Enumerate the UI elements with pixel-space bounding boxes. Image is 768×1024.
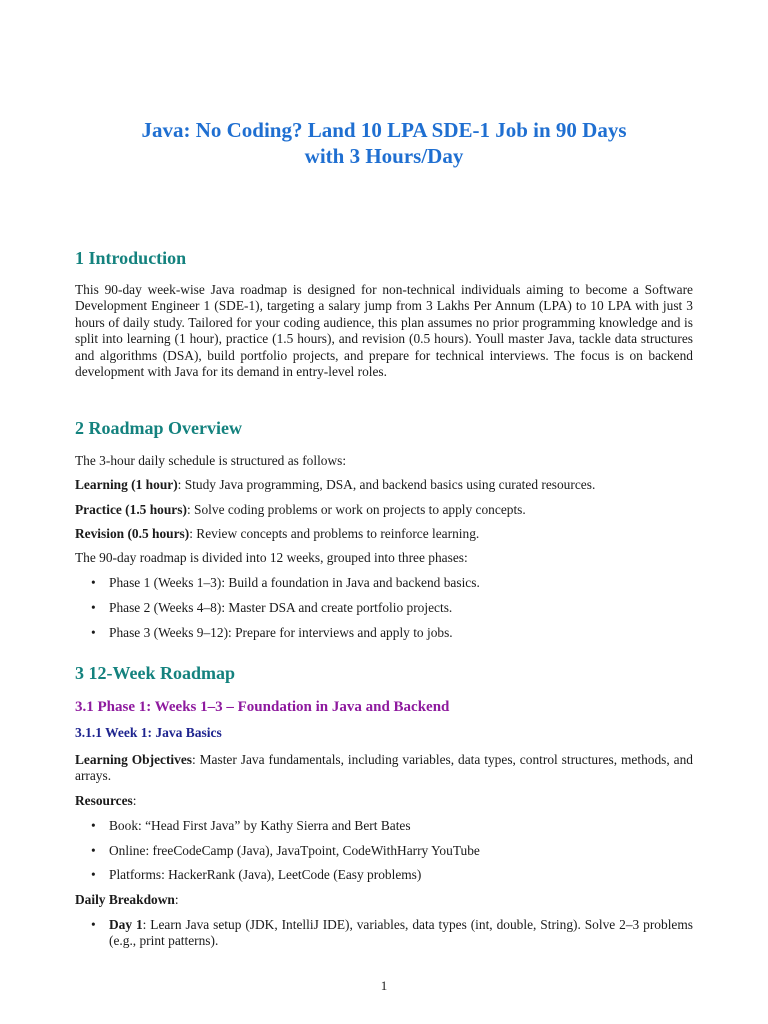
objectives-text: : Master Java fundamentals, including variables, data types, control structures, methods, and arrays.: [75, 752, 693, 784]
subsection-heading-phase-1: 3.1 Phase 1: Weeks 1–3 – Foundation in Java and Backend: [75, 699, 450, 715]
learning-objectives: [75, 752, 693, 785]
list-item: • Online: freeCodeCamp (Java), JavaTpoint, CodeWithHarry YouTube: [75, 843, 693, 859]
title-line-1: Java: No Coding? Land 10 LPA SDE-1 Job in 90 Days: [141, 118, 627, 142]
schedule-label: Learning (1 hour): [75, 477, 178, 492]
schedule-revision: [75, 526, 693, 542]
list-item: • Phase 2 (Weeks 4–8): Master DSA and create portfolio projects.: [75, 600, 693, 616]
subsubsection-heading-week-1: 3.1.1 Week 1: Java Basics: [75, 725, 222, 740]
schedule-text: : Study Java programming, DSA, and backend basics using curated resources.: [177, 477, 596, 492]
schedule-label: Practice (1.5 hours): [75, 502, 187, 517]
list-item: • Platforms: HackerRank (Java), LeetCode (Easy problems): [75, 867, 693, 883]
resources-label: Resources: [75, 793, 133, 808]
day-text: : Learn Java setup (JDK, IntelliJ IDE), variables, data types (int, double, String). Solve 2–3 problems (e.g., print patterns).: [109, 917, 693, 949]
page-number: 1: [380, 978, 388, 993]
daily-breakdown-heading: [75, 892, 693, 908]
overview-lead: The 3-hour daily schedule is structured as follows:: [75, 453, 347, 468]
list-item: • Book: “Head First Java” by Kathy Sierra and Bert Bates: [75, 818, 693, 834]
phases-lead: The 90-day roadmap is divided into 12 weeks, grouped into three phases:: [75, 550, 468, 565]
section-heading-12-week-roadmap: 3 12-Week Roadmap: [75, 663, 236, 683]
resources-list: [75, 818, 693, 884]
daily-list: [75, 917, 693, 950]
phases-list: [75, 575, 693, 641]
schedule-text: : Review concepts and problems to reinforce learning.: [189, 526, 480, 541]
objectives-label: Learning Objectives: [75, 752, 192, 767]
resources-heading: [75, 793, 693, 809]
list-item: [75, 917, 693, 950]
day-label: Day 1: [109, 917, 143, 932]
schedule-label: Revision (0.5 hours): [75, 526, 190, 541]
schedule-learning: [75, 477, 693, 493]
section-heading-roadmap-overview: 2 Roadmap Overview: [75, 418, 242, 438]
title-line-2: with 3 Hours/Day: [304, 144, 464, 168]
list-item: • Phase 1 (Weeks 1–3): Build a foundation in Java and backend basics.: [75, 575, 693, 591]
schedule-text: : Solve coding problems or work on projects to apply concepts.: [186, 502, 526, 517]
daily-label: Daily Breakdown: [75, 892, 175, 907]
colon: :: [174, 892, 179, 907]
document-title: [0, 117, 768, 169]
schedule-practice: [75, 502, 693, 518]
colon: :: [132, 793, 137, 808]
list-item: • Phase 3 (Weeks 9–12): Prepare for interviews and apply to jobs.: [75, 625, 693, 641]
section-heading-introduction: 1 Introduction: [75, 248, 187, 268]
introduction-paragraph: This 90-day week-wise Java roadmap is designed for non-technical individuals aiming to become a Software Development Engineer 1 (SDE-1), targeting a salary jump from 3 Lakhs Per Annum (LPA) to 10 LPA with just 3 hours of daily study. Tailored for your coding audience, this plan assumes no prior programming knowledge and is split into learning (1 hour), practice (1.5 hours), and revision (0.5 hours). Youll master Java, tackle data structures and algorithms (DSA), build portfolio projects, and prepare for technical interviews. The focus is on backend development with Java for its demand in entry-level roles.: [75, 282, 693, 380]
